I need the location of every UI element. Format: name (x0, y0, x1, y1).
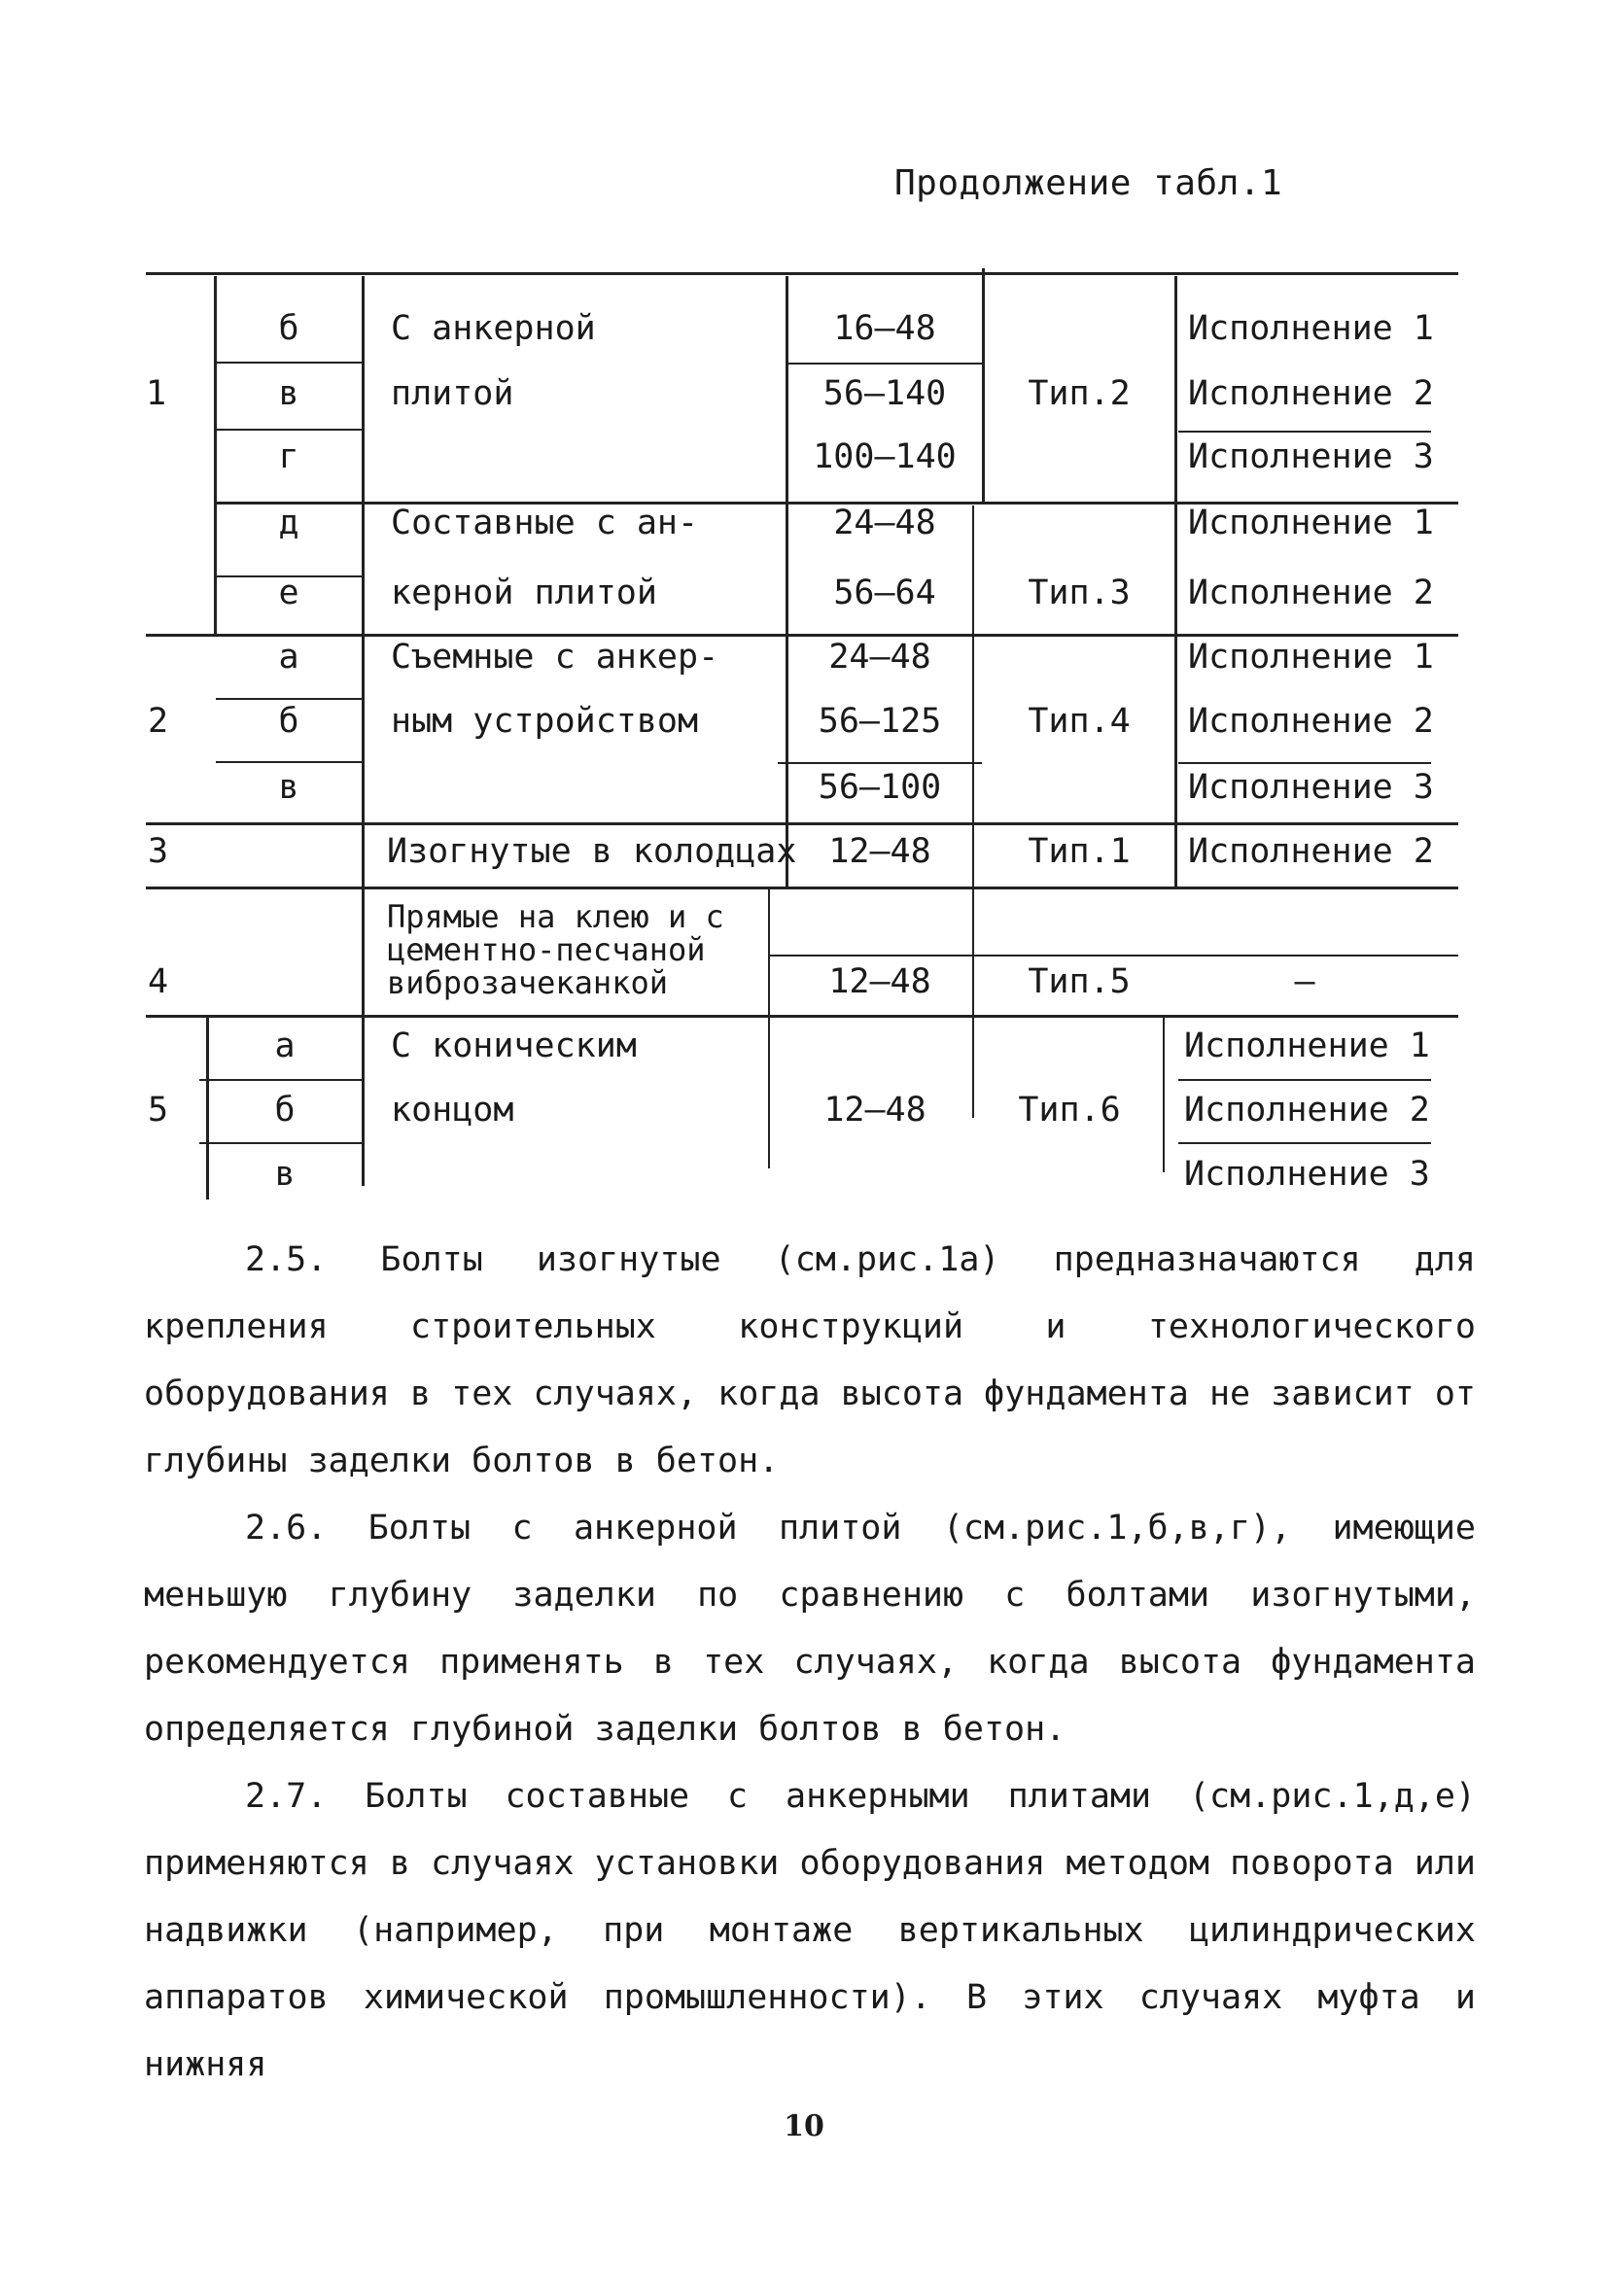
group-number: 4 (148, 962, 169, 1001)
execution-label: – (1294, 962, 1315, 1001)
group-number: 5 (148, 1091, 169, 1130)
bolt-name: С коническим (391, 1026, 637, 1065)
paragraph-2-6: 2.6. Болты с анкерной плитой (см.рис.1,б,в,г), имеющие меньшую глубину заделки по сравнению с болтами изогнутыми, рекомендуется применять в тех случаях, когда высота фундамента определяется глубиной заделки болтов в бетон. (144, 1509, 1476, 1749)
row-rule (216, 429, 362, 431)
body-text (144, 1227, 1476, 2099)
bolt-name: Составные с ан- (391, 504, 699, 542)
bolt-type: Тип.6 (1018, 1091, 1121, 1130)
row-rule (216, 761, 362, 763)
page-number: 10 (784, 2109, 824, 2143)
execution-label: Исполнение 3 (1188, 437, 1434, 476)
bolt-type: Тип.1 (1028, 832, 1131, 871)
row-rule (146, 887, 1458, 889)
subvariant-label: а (274, 1026, 296, 1065)
bolt-name: Съемные с анкер- (391, 638, 719, 677)
subvariant-label: б (274, 1091, 296, 1130)
diameter-range: 56–64 (833, 574, 936, 612)
paragraph-2-7: 2.7. Болты составные с анкерными плитами (см.рис.1,д,е) применяются в случаях установки оборудования методом поворота или надвижки (например, при монтаже вертикальных цилиндрических аппаратов химической промышленности). В этих случаях муфта и нижняя (144, 1777, 1476, 2084)
paragraph-2-5: 2.5. Болты изогнутые (см.рис.1а) предназначаются для крепления строительных конструкций и технологического оборудования в тех случаях, когда высота фундамента не зависит от глубины заделки болтов в бетон. (144, 1240, 1476, 1480)
execution-label: Исполнение 3 (1184, 1155, 1430, 1194)
bolt-type: Тип.2 (1028, 374, 1131, 413)
execution-label: Исполнение 2 (1188, 574, 1434, 612)
diameter-range: 100–140 (813, 437, 957, 476)
row-rule (216, 698, 362, 700)
bolt-name: цементно-песчаной (387, 931, 706, 968)
row-rule (1178, 762, 1431, 764)
diameter-range: 56–100 (818, 768, 942, 807)
execution-label: Исполнение 1 (1188, 638, 1434, 677)
row-rule (199, 1079, 363, 1081)
bolt-name: керной плитой (391, 574, 657, 612)
row-rule (146, 822, 1458, 825)
bolt-type: Тип.3 (1028, 574, 1131, 612)
col-rule (362, 276, 365, 1186)
subvariant-label: в (278, 768, 299, 807)
execution-label: Исполнение 2 (1184, 1091, 1430, 1130)
row-rule (146, 1015, 1458, 1018)
group-number: 2 (148, 702, 169, 741)
row-rule (216, 362, 362, 364)
col-rule (768, 888, 770, 1168)
bolt-type: Тип.5 (1028, 962, 1131, 1001)
subvariant-label: е (278, 574, 299, 612)
table-top-rule (146, 272, 1458, 275)
bolt-name: концом (391, 1091, 514, 1130)
row-rule (778, 762, 982, 764)
bolt-name: Изогнутые в колодцах (387, 832, 797, 871)
diameter-range: 12–48 (828, 962, 931, 1001)
diameter-range: 56–140 (822, 374, 947, 413)
bolt-name: плитой (391, 374, 514, 413)
subvariant-label: д (278, 504, 299, 542)
execution-label: Исполнение 2 (1188, 832, 1434, 871)
subvariant-label: г (278, 437, 299, 476)
subvariant-label: б (278, 309, 299, 348)
row-rule (199, 1142, 363, 1144)
subvariant-label: в (278, 374, 299, 413)
execution-label: Исполнение 1 (1188, 309, 1434, 348)
subvariant-label: б (278, 702, 299, 741)
execution-label: Исполнение 3 (1188, 768, 1434, 807)
diameter-range: 16–48 (833, 309, 936, 348)
table-caption: Продолжение табл.1 (894, 163, 1283, 203)
group-number: 3 (148, 832, 169, 871)
row-rule (768, 955, 1458, 957)
bolt-name: С анкерной (391, 309, 596, 348)
subvariant-label: в (274, 1155, 296, 1194)
bolt-name: виброзачеканкой (387, 964, 668, 1001)
diameter-range: 12–48 (828, 832, 931, 871)
bolt-name: Прямые на клею и с (387, 898, 724, 935)
row-rule (1178, 431, 1431, 433)
diameter-range: 24–48 (833, 504, 936, 542)
row-rule (146, 634, 1458, 637)
bolt-type: Тип.4 (1028, 702, 1131, 741)
col-rule (1174, 276, 1177, 888)
diameter-range: 12–48 (823, 1091, 926, 1130)
row-rule (1178, 1079, 1431, 1081)
execution-label: Исполнение 2 (1188, 702, 1434, 741)
diameter-range: 24–48 (828, 638, 931, 677)
diameter-range: 56–125 (818, 702, 942, 741)
subvariant-label: а (278, 638, 299, 677)
execution-label: Исполнение 2 (1188, 374, 1434, 413)
row-rule (787, 363, 982, 365)
row-rule (1178, 1142, 1431, 1144)
bolt-name: ным устройством (391, 702, 699, 741)
execution-label: Исполнение 1 (1184, 1026, 1430, 1065)
execution-label: Исполнение 1 (1188, 504, 1434, 542)
group-number: 1 (146, 374, 167, 413)
